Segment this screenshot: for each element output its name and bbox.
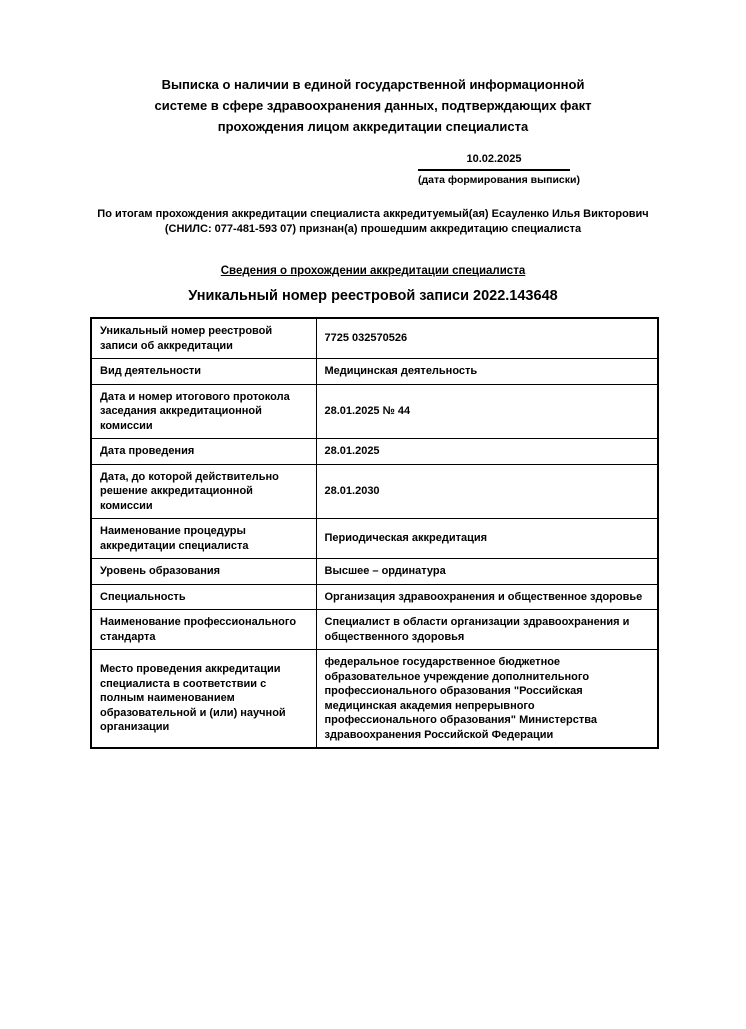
accreditation-result-paragraph: По итогам прохождения аккредитации специалиста аккредитуемый(ая) Есауленко Илья Викторович (СНИЛС: 077-481-593 07) признан(а) прошедшим аккредитацию специалиста	[97, 208, 649, 235]
row-value: Медицинская деятельность	[316, 359, 658, 385]
document-title-line-1: Выписка о наличии в единой государственной информационной	[161, 77, 585, 92]
row-value: 28.01.2030	[316, 464, 658, 519]
table-row	[91, 384, 658, 439]
row-label: Вид деятельности	[91, 359, 316, 385]
row-label: Уникальный номер реестровой записи об аккредитации	[91, 318, 316, 359]
row-value: Специалист в области организации здравоохранения и общественного здоровья	[316, 610, 658, 650]
row-label: Дата проведения	[91, 439, 316, 465]
row-value: Высшее – ординатура	[316, 559, 658, 585]
table-row	[91, 650, 658, 749]
row-value: 7725 032570526	[316, 318, 658, 359]
table-row	[91, 559, 658, 585]
document-title-line-3: прохождения лицом аккредитации специалиста	[217, 119, 529, 134]
row-value: 28.01.2025	[316, 439, 658, 465]
document-title-line-2: системе в сфере здравоохранения данных, подтверждающих факт	[154, 98, 592, 113]
row-label: Наименование профессионального стандарта	[91, 610, 316, 650]
table-row	[91, 610, 658, 650]
table-row	[91, 359, 658, 385]
row-value: Периодическая аккредитация	[316, 519, 658, 559]
accreditation-details-table	[90, 317, 659, 749]
row-value: 28.01.2025 № 44	[316, 384, 658, 439]
row-label: Наименование процедуры аккредитации специалиста	[91, 519, 316, 559]
table-row	[91, 318, 658, 359]
table-row	[91, 439, 658, 465]
row-label: Место проведения аккредитации специалиста в соответствии с полным наименованием образовательной и (или) научной организации	[91, 650, 316, 749]
table-row	[91, 464, 658, 519]
document-title	[0, 74, 746, 137]
extract-date-value: 10.02.2025	[418, 153, 570, 171]
row-label: Специальность	[91, 584, 316, 610]
table-row	[91, 584, 658, 610]
row-label: Дата и номер итогового протокола заседания аккредитационной комиссии	[91, 384, 316, 439]
section-heading: Сведения о прохождении аккредитации специалиста	[220, 265, 526, 277]
row-label: Уровень образования	[91, 559, 316, 585]
table-row	[91, 519, 658, 559]
extract-date-block	[418, 153, 580, 187]
row-value: Организация здравоохранения и общественное здоровье	[316, 584, 658, 610]
registry-number-heading: Уникальный номер реестровой записи 2022.143648	[188, 288, 558, 304]
extract-date-caption: (дата формирования выписки)	[418, 174, 580, 186]
row-label: Дата, до которой действительно решение аккредитационной комиссии	[91, 464, 316, 519]
row-value: федеральное государственное бюджетное образовательное учреждение дополнительного профессионального образования "Российская медицинская академия непрерывного профессионального образования" Министерства здравоохранения Российской Федерации	[316, 650, 658, 749]
